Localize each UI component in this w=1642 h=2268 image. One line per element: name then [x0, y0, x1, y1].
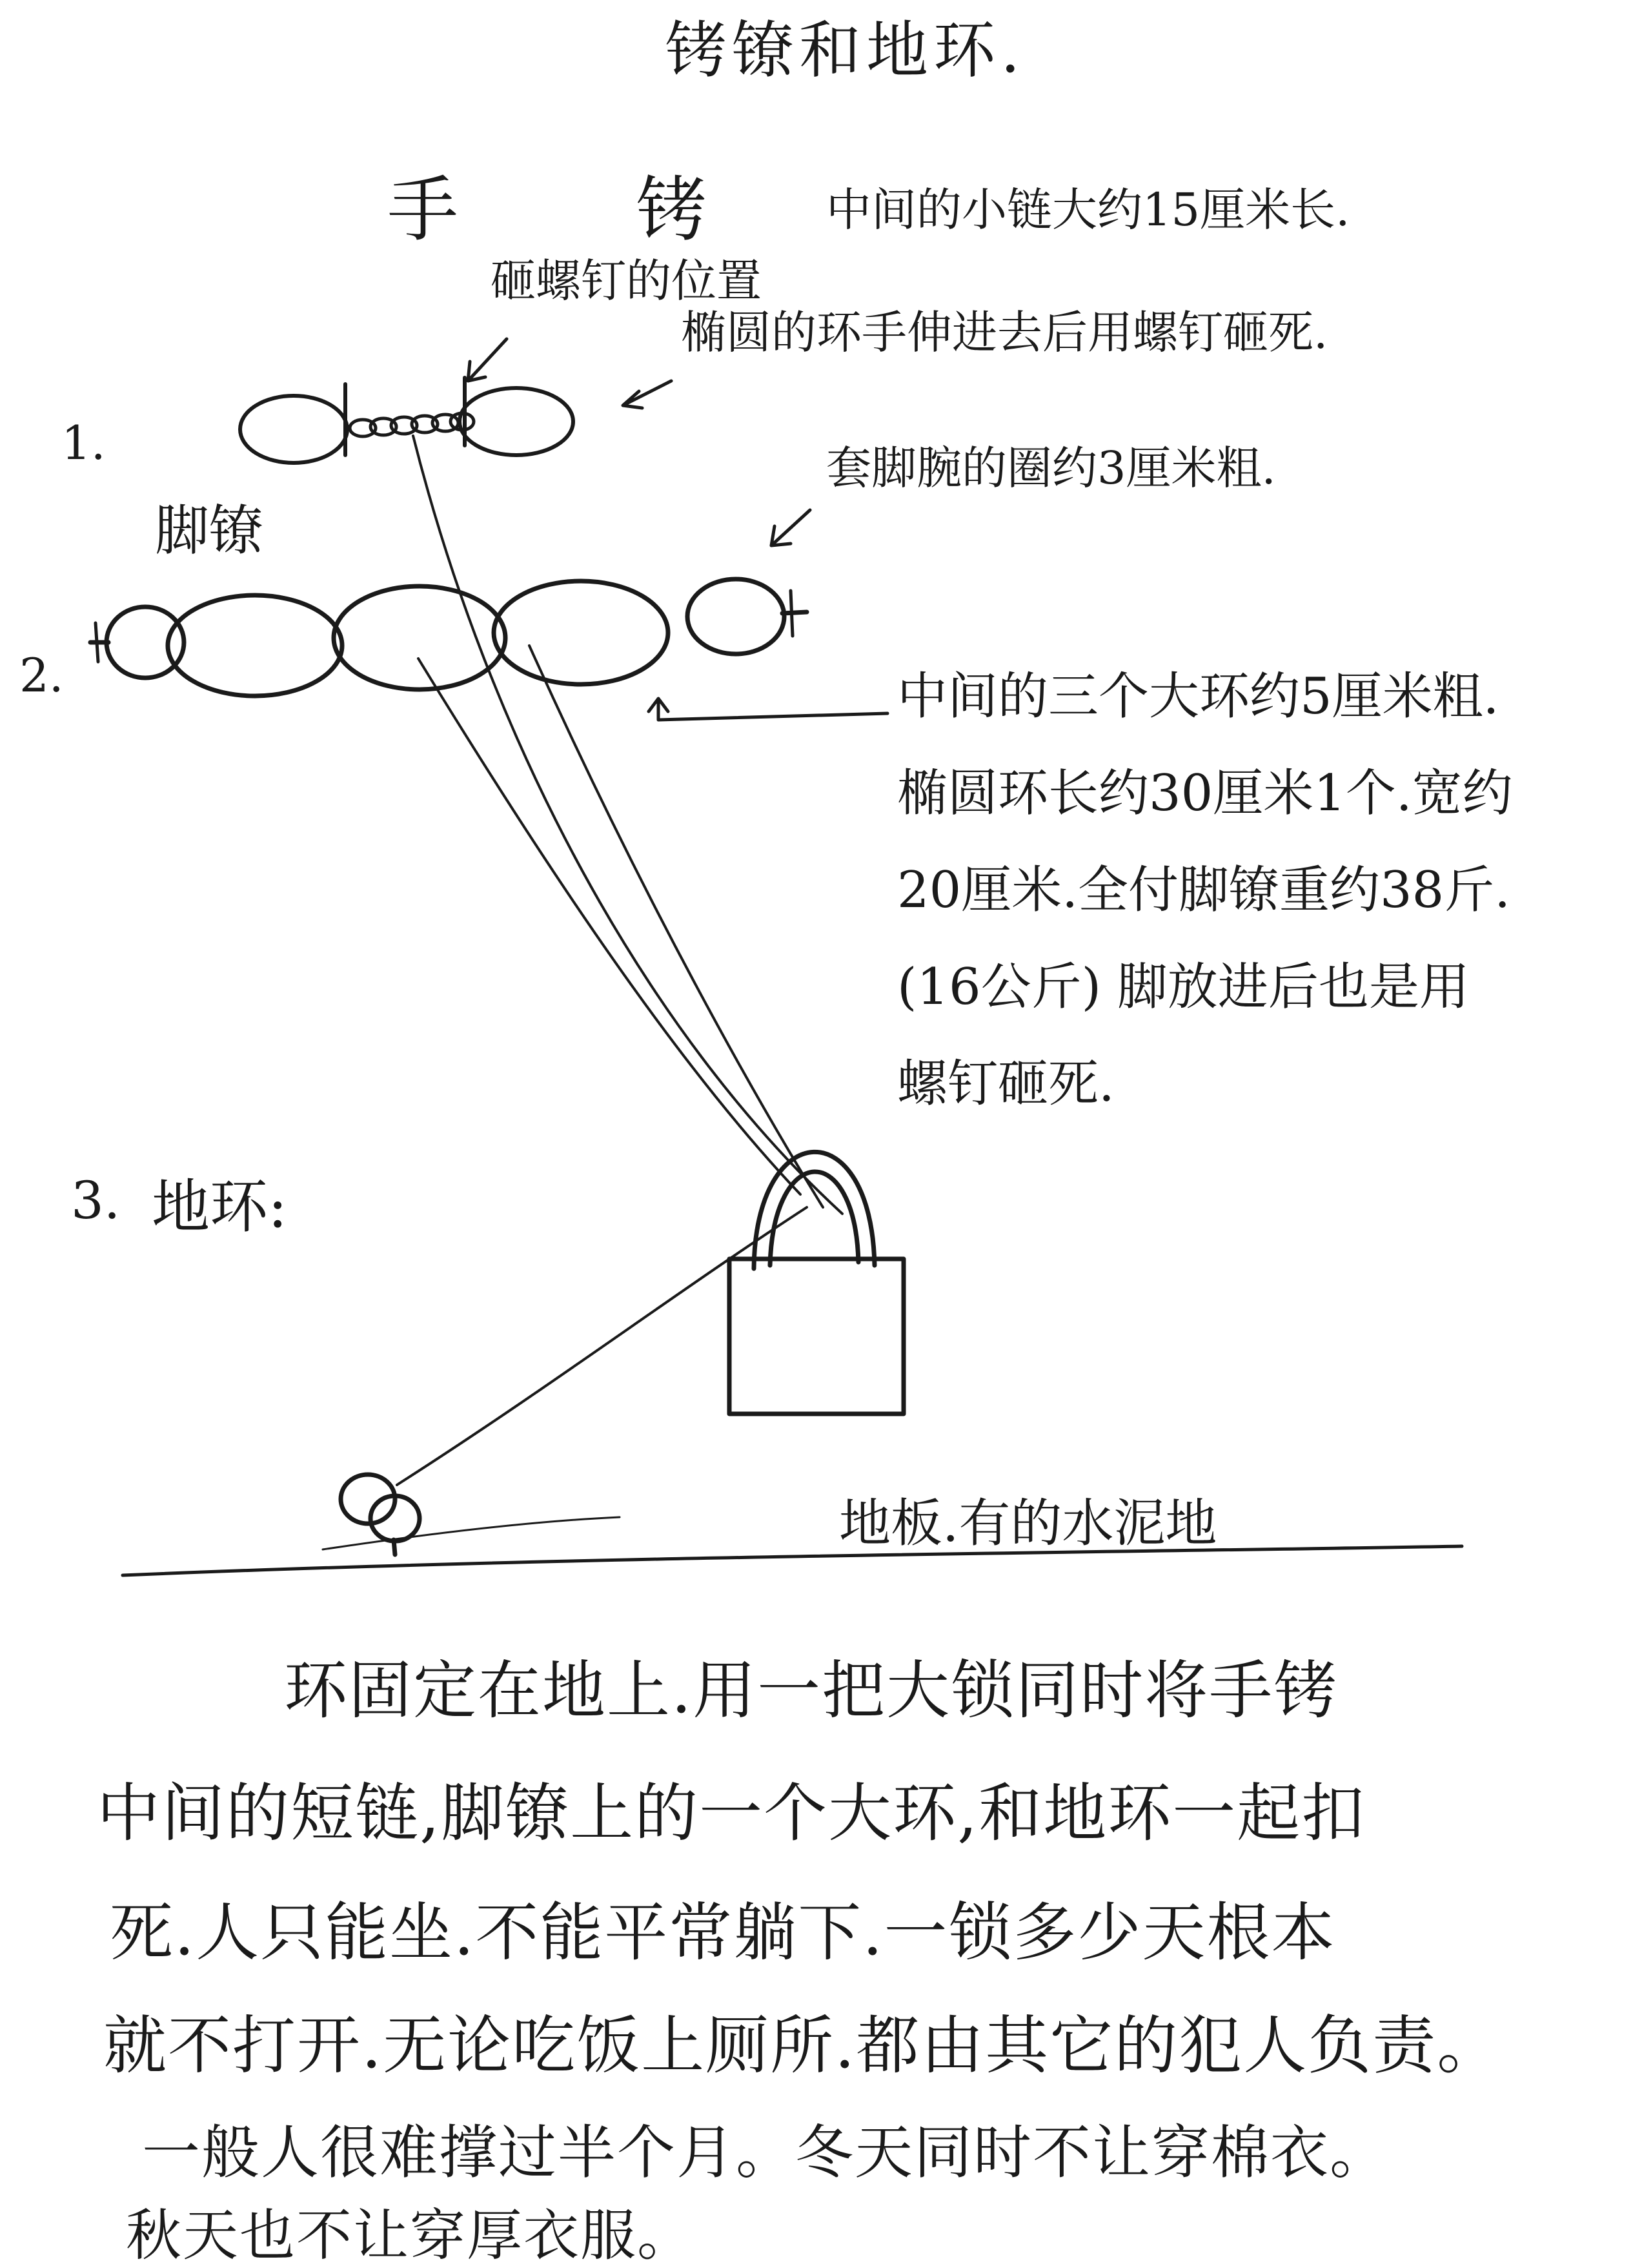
shackles-spec-line: 螺钉砸死. [897, 1055, 1115, 1113]
paragraph-line: 一般人很难撑过半个月。冬天同时不让穿棉衣。 [142, 2119, 1389, 2187]
shackle-big-ring-3 [494, 581, 668, 684]
note-short-chain: 中间的小链大约15厘米长. [826, 183, 1350, 236]
shackles-spec-line: 中间的三个大环约5厘米粗. [897, 668, 1499, 726]
shackle-leg-ring-right [687, 579, 784, 654]
shackle-big-ring-1 [168, 595, 342, 696]
page-title: 铐镣和地环. [665, 14, 1026, 87]
floor-note: 地板.有的水泥地 [839, 1493, 1217, 1553]
handcuff-short-chain [350, 413, 474, 436]
padlock-drawing [729, 1152, 904, 1414]
shackles-spec-line: (16公斤) 脚放进后也是用 [897, 958, 1470, 1016]
arrow-oval [623, 381, 671, 408]
shackles-drawing [90, 579, 807, 696]
item-number-2: 2. [19, 648, 64, 702]
arrow-spec [649, 699, 887, 720]
item-number-1: 1. [61, 416, 106, 470]
shackles-spec-line: 20厘米.全付脚镣重约38斤. [897, 861, 1511, 919]
paragraph-line: 秋天也不让穿厚衣服。 [126, 2203, 694, 2268]
padlock-body [729, 1259, 904, 1414]
handcuff-right-ring [460, 388, 573, 455]
shackle-bolt-right [782, 612, 807, 613]
paragraph-line: 环固定在地上.用一把大锁同时将手铐 [284, 1654, 1339, 1728]
floor-line [123, 1517, 1462, 1575]
item-number-3: 3. [71, 1170, 121, 1231]
paragraph-line: 就不打开.无论吃饭上厕所.都由其它的犯人负责。 [103, 2009, 1502, 2083]
note-screw-position: 砸螺钉的位置 [491, 254, 762, 307]
shackles-spec-line: 椭圆环长约30厘米1个.宽约 [897, 764, 1513, 822]
note-leg-ring: 套脚腕的圈约3厘米粗. [826, 442, 1276, 495]
floor-ring-label: 地环: [152, 1173, 288, 1241]
arrow-leg [771, 510, 810, 546]
handcuffs-heading: 手 铐 [387, 169, 784, 251]
annotation-arrows [468, 339, 887, 720]
shackle-leg-ring-left [106, 607, 184, 678]
arrow-screw [468, 339, 507, 381]
handcuffs-drawing [240, 378, 573, 463]
paragraph-line: 死.人只能坐.不能平常躺下.一锁多少天根本 [110, 1896, 1336, 1970]
handcuff-left-ring [240, 396, 347, 463]
note-oval-ring: 椭圆的环手伸进去后用螺钉砸死. [681, 306, 1328, 359]
shackles-label: 脚镣 [155, 499, 264, 562]
paragraph-line: 中间的短链,脚镣上的一个大环,和地环一起扣 [97, 1777, 1366, 1850]
shackle-big-ring-2 [334, 586, 505, 690]
floor-ring-drawing [341, 1475, 420, 1555]
